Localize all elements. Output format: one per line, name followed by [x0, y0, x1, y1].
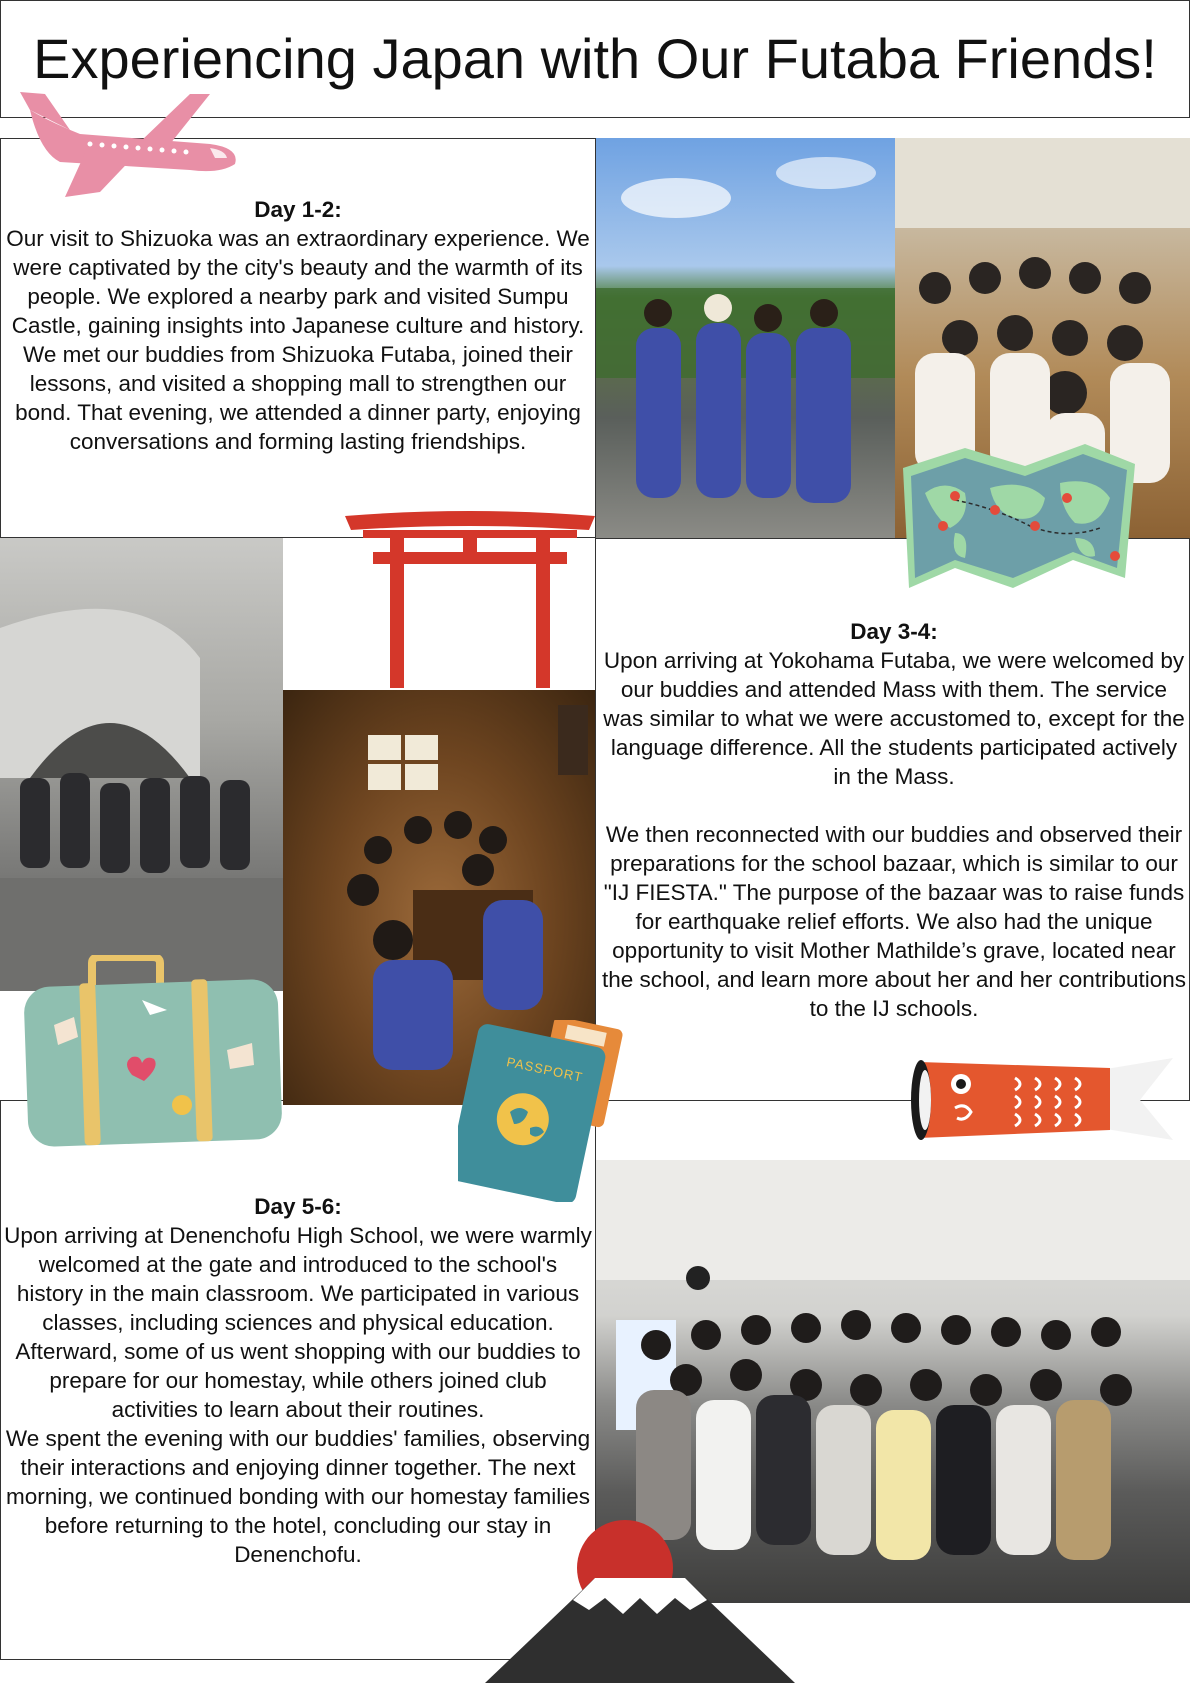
day-1-2-heading: Day 1-2: — [254, 197, 342, 222]
day-1-2-paragraph-1: Our visit to Shizuoka was an extraordinary experience. We were captivated by the city's beauty and the warmth of its people. We explored a nearby park and visited Sumpu Castle, gaining insights into Japanese culture and history. — [6, 226, 590, 338]
airplane-icon — [20, 82, 240, 202]
day-1-2-text — [4, 195, 592, 456]
koinobori-carp-icon — [905, 1052, 1175, 1147]
mount-fuji-icon — [485, 1520, 795, 1683]
day-1-2-paragraph-2: We met our buddies from Shizuoka Futaba, joined their lessons, and visited a shopping mall to strengthen our bond. That evening, we attended a dinner party, enjoying conversations and forming lasting friendships. — [15, 342, 581, 454]
day-3-4-text — [600, 617, 1188, 1023]
photo-school-courtyard-group — [0, 538, 283, 991]
torii-gate-icon — [345, 508, 595, 688]
page-title: Experiencing Japan with Our Futaba Friends! — [33, 27, 1157, 90]
passport-label: PASSPORT — [505, 1054, 585, 1085]
world-map-icon — [895, 438, 1145, 598]
day-5-6-paragraph-2: We spent the evening with our buddies' families, observing their interactions and enjoying dinner together. The next morning, we continued bonding with our homestay families before returning to the hotel, concluding our stay in Denenchofu. — [5, 1426, 591, 1567]
day-5-6-paragraph-1: Upon arriving at Denenchofu High School, we were warmly welcomed at the gate and introduced to the school's history in the main classroom. We participated in various classes, including sciences and physical education. Afterward, some of us went shopping with our buddies to prepare for our homestay, while others joined club activities to learn about their routines. — [4, 1223, 592, 1422]
day-3-4-paragraph-1: Upon arriving at Yokohama Futaba, we were welcomed by our buddies and attended Mass with them. The service was similar to what we were accustomed to, except for the language difference. All the students participated actively in the Mass. — [603, 648, 1185, 789]
day-3-4-paragraph-2: We then reconnected with our buddies and observed their preparations for the school bazaar, which is similar to our "IJ FIESTA." The purpose of the bazaar was to raise funds for earthquake relief efforts. We also had the unique opportunity to visit Mother Mathilde’s grave, located near the school, and learn more about her and her contributions to the IJ schools. — [601, 822, 1187, 1021]
day-5-6-heading: Day 5-6: — [254, 1194, 342, 1219]
photo-sumpu-castle-park — [596, 138, 895, 538]
day-3-4-heading: Day 3-4: — [850, 619, 938, 644]
suitcase-icon — [22, 955, 284, 1150]
passport-icon — [458, 1020, 626, 1202]
day-5-6-text — [4, 1192, 592, 1569]
